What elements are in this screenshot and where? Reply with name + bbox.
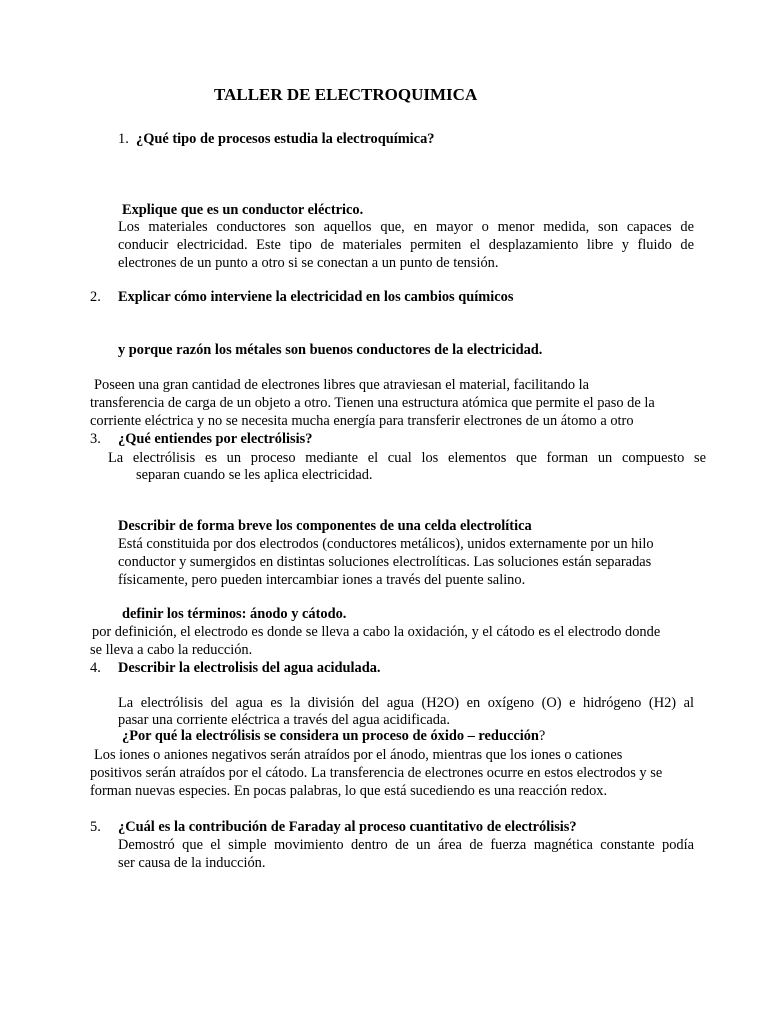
q5-question: ¿Cuál es la contribución de Faraday al proceso cuantitativo de electrólisis? — [118, 819, 577, 835]
q5-number: 5. — [90, 819, 101, 835]
q2-question: Explicar cómo interviene la electricidad en los cambios químicos — [118, 289, 514, 305]
q3-answer-line-1: La electrólisis es un proceso mediante el cual los elementos que forman un compuesto se — [108, 450, 706, 466]
q1-question: ¿Qué tipo de procesos estudia la electroquímica? — [136, 131, 435, 147]
cell-answer-line-2: conductor y sumergidos en distintas soluciones electrolíticas. Las soluciones están separadas — [118, 554, 652, 570]
q3-number: 3. — [90, 431, 101, 447]
redox-question: ¿Por qué la electrólisis se considera un proceso de óxido – reducción — [122, 728, 539, 744]
conductor-answer-line-2: conducir electricidad. Este tipo de materiales permiten el desplazamiento libre y fluido de — [118, 237, 694, 253]
conductor-answer-line-3: electrones de un punto a otro si se conectan a un punto de tensión. — [118, 255, 499, 271]
terms-question: definir los términos: ánodo y cátodo. — [122, 606, 347, 622]
q5-answer-line-1: Demostró que el simple movimiento dentro de un área de fuerza magnética constante podía — [118, 837, 694, 853]
q4-number: 4. — [90, 660, 101, 676]
q2-number: 2. — [90, 289, 101, 305]
q5-answer-line-2: ser causa de la inducción. — [118, 855, 266, 871]
q4-answer-line-2: pasar una corriente eléctrica a través del agua acidificada. — [118, 712, 450, 728]
terms-answer-line-1: por definición, el electrodo es donde se lleva a cabo la oxidación, y el cátodo es el electrodo donde — [92, 624, 661, 640]
document-title: TALLER DE ELECTROQUIMICA — [214, 85, 478, 104]
q2-answer-line-1: Poseen una gran cantidad de electrones libres que atraviesan el material, facilitando la — [94, 377, 590, 393]
redox-question-line — [122, 727, 545, 745]
conductor-answer-line-1: Los materiales conductores son aquellos que, en mayor o menor medida, son capaces de — [118, 219, 694, 235]
q4-answer-line-1: La electrólisis del agua es la división del agua (H2O) en oxígeno (O) e hidrógeno (H2) al — [118, 695, 694, 711]
q2-sub-question: y porque razón los métales son buenos conductores de la electricidad. — [118, 342, 543, 358]
terms-answer-line-2: se lleva a cabo la reducción. — [90, 642, 253, 658]
redox-answer-line-2: positivos serán atraídos por el cátodo. La transferencia de electrones ocurre en estos electrodos y se — [90, 765, 663, 781]
cell-question: Describir de forma breve los componentes de una celda electrolítica — [118, 518, 532, 534]
q1-number: 1. — [118, 131, 129, 147]
redox-answer-line-1: Los iones o aniones negativos serán atraídos por el ánodo, mientras que los iones o cationes — [94, 747, 623, 763]
q4-question: Describir la electrolisis del agua acidulada. — [118, 660, 381, 676]
q3-answer-line-2: separan cuando se les aplica electricidad. — [136, 467, 373, 483]
q3-question: ¿Qué entiendes por electrólisis? — [118, 431, 313, 447]
conductor-question: Explique que es un conductor eléctrico. — [122, 202, 364, 218]
cell-answer-line-3: físicamente, pero pueden intercambiar iones a través del puente salino. — [118, 572, 526, 588]
q2-answer-line-2: transferencia de carga de un objeto a otro. Tienen una estructura atómica que permite el paso de la — [90, 395, 655, 411]
cell-answer-line-1: Está constituida por dos electrodos (conductores metálicos), unidos externamente por un hilo — [118, 536, 654, 552]
q2-answer-line-3: corriente eléctrica y no se necesita mucha energía para transferir electrones de un átomo a otro — [90, 413, 634, 429]
redox-question-mark: ? — [538, 728, 546, 744]
redox-answer-line-3: forman nuevas especies. En pocas palabras, lo que está sucediendo es una reacción redox. — [90, 783, 608, 799]
